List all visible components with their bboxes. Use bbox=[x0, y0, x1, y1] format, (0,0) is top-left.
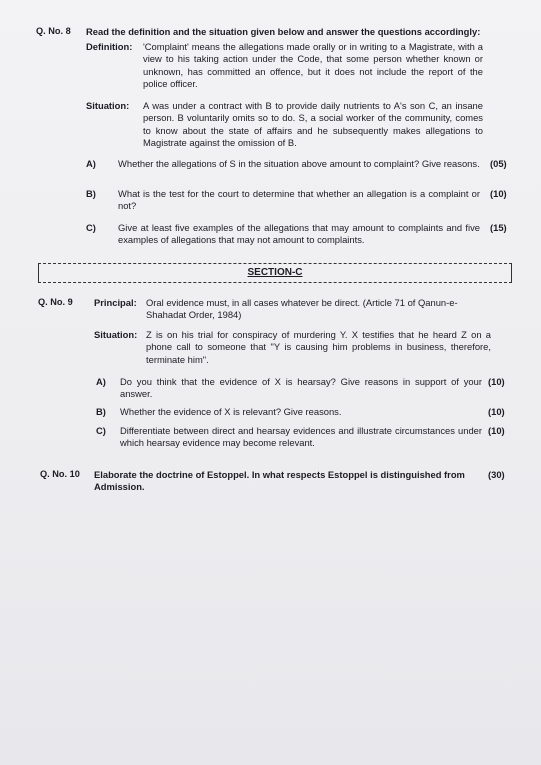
q9-part-c-label: C) bbox=[96, 425, 106, 436]
question-8-label: Q. No. 8 bbox=[36, 26, 71, 36]
q9-part-c-marks: (10) bbox=[488, 425, 505, 436]
q9-part-b-text: Whether the evidence of X is relevant? Give reasons. bbox=[120, 406, 342, 417]
question-8-number bbox=[36, 26, 71, 36]
question-9-number bbox=[38, 297, 73, 307]
q8-part-a-marks: (05) bbox=[490, 158, 507, 169]
situation-label: Situation: bbox=[86, 100, 130, 111]
q8-part-b-marks: (10) bbox=[490, 188, 507, 199]
q8-part-c-label: C) bbox=[86, 222, 96, 233]
definition-text: 'Complaint' means the allegations made orally or in writing to a Magistrate, with a view to his taking action under the Code, that some person whether known or unknown, has committed an offence, but it does not include the report of the police officer. bbox=[143, 41, 483, 90]
situation-text: A was under a contract with B to provide daily nutrients to A's son C, an insane person. B voluntarily omits so to do. S, a social worker of the community, comes to know about the state of affairs and he subsequently makes allegations to Magistrate against the omission of B. bbox=[143, 100, 483, 149]
question-8-prompt: Read the definition and the situation given below and answer the questions accordingly: bbox=[86, 26, 481, 37]
q9-part-a-marks: (10) bbox=[488, 376, 505, 387]
principal-label: Principal: bbox=[94, 297, 137, 308]
q8-part-a-text: Whether the allegations of S in the situation above amount to complaint? Give reasons. bbox=[118, 158, 480, 169]
question-10-number bbox=[40, 469, 80, 479]
section-c-title: SECTION-C bbox=[247, 267, 303, 278]
q9-part-c-text: Differentiate between direct and hearsay evidences and illustrate circumstances under which hearsay evidence may become relevant. bbox=[120, 425, 482, 449]
q9-part-a-text: Do you think that the evidence of X is hearsay? Give reasons in support of your answer. bbox=[120, 376, 482, 400]
q9-part-b-marks: (10) bbox=[488, 406, 505, 417]
q8-part-c-text: Give at least five examples of the allegations that may amount to complaints and five examples of allegations that may not amount to complaints. bbox=[118, 222, 480, 246]
q8-part-b-text: What is the test for the court to determine that whether an allegation is a complaint or not? bbox=[118, 188, 480, 212]
q9-situation-label: Situation: bbox=[94, 329, 138, 340]
q8-part-c-marks: (15) bbox=[490, 222, 507, 233]
q8-part-b-label: B) bbox=[86, 188, 96, 199]
question-10-text: Elaborate the doctrine of Estoppel. In what respects Estoppel is distinguished from Admission. bbox=[94, 469, 465, 493]
question-10-label: Q. No. 10 bbox=[40, 469, 80, 479]
q9-situation-text: Z is on his trial for conspiracy of murdering Y. X testifies that he heard Z on a phone call to someone that "Y is causing him problems in business, therefore, terminate him". bbox=[146, 329, 491, 365]
q9-part-b-label: B) bbox=[96, 406, 106, 417]
q9-part-a-label: A) bbox=[96, 376, 106, 387]
principal-text: Oral evidence must, in all cases whatever be direct. (Article 71 of Qanun-e-Shahadat Order, 1984) bbox=[146, 297, 458, 321]
section-c-box bbox=[38, 263, 512, 283]
question-9-label: Q. No. 9 bbox=[38, 297, 73, 307]
question-10-marks: (30) bbox=[488, 469, 505, 480]
definition-label: Definition: bbox=[86, 41, 133, 52]
q8-part-a-label: A) bbox=[86, 158, 96, 169]
